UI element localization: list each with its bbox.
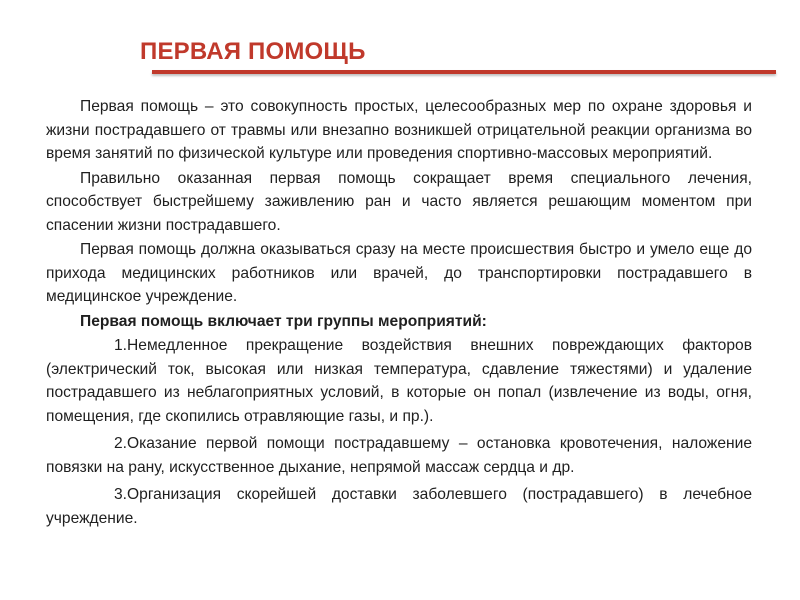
paragraph-importance: Правильно оказанная первая помощь сокращает время специального лечения, способствует быстрейшему заживлению ран и часто является решающим моментом при спасении жизни пострадавшего. xyxy=(46,169,752,234)
list-item-text: Организация скорейшей доставки заболевшего (пострадавшего) в лечебное учреждение. xyxy=(46,486,752,527)
list-item-text: Оказание первой помощи пострадавшему – остановка кровотечения, наложение повязки на рану, искусственное дыхание, непрямой массаж сердца и др. xyxy=(46,435,752,476)
page-title: ПЕРВАЯ ПОМОЩЬ xyxy=(140,38,366,65)
list-item-1 xyxy=(46,334,752,428)
list-item-number: 1. xyxy=(114,337,128,354)
list-item-text: Немедленное прекращение воздействия внешних повреждающих факторов (электрический ток, высокая или низкая температура, сдавление тяжестями) и удаление пострадавшего из неблагоприятных условий, в которые он попал (извлечение из воды, огня, помещения, где скопились отравляющие газы, и пр.). xyxy=(46,337,752,425)
paragraph-groups-heading: Первая помощь включает три группы мероприятий: xyxy=(80,312,487,330)
list-item-3 xyxy=(46,483,752,530)
list-item-2 xyxy=(46,432,752,479)
title-underline-rule xyxy=(152,70,776,74)
paragraph-definition: Первая помощь – это совокупность простых, целесообразных мер по охране здоровья и жизни пострадавшего от травмы или внезапно возникшей отрицательной реакции организма во время занятий по физической культуре или проведения спортивно-массовых мероприятий. xyxy=(46,98,752,162)
paragraph-timing: Первая помощь должна оказываться сразу на месте происшествия быстро и умело еще до прихода медицинских работников или врачей, до транспортировки пострадавшего в медицинское учреждение. xyxy=(46,241,752,305)
slide-body xyxy=(46,95,752,534)
list-item-number: 3. xyxy=(114,486,128,503)
list-item-number: 2. xyxy=(114,435,128,452)
